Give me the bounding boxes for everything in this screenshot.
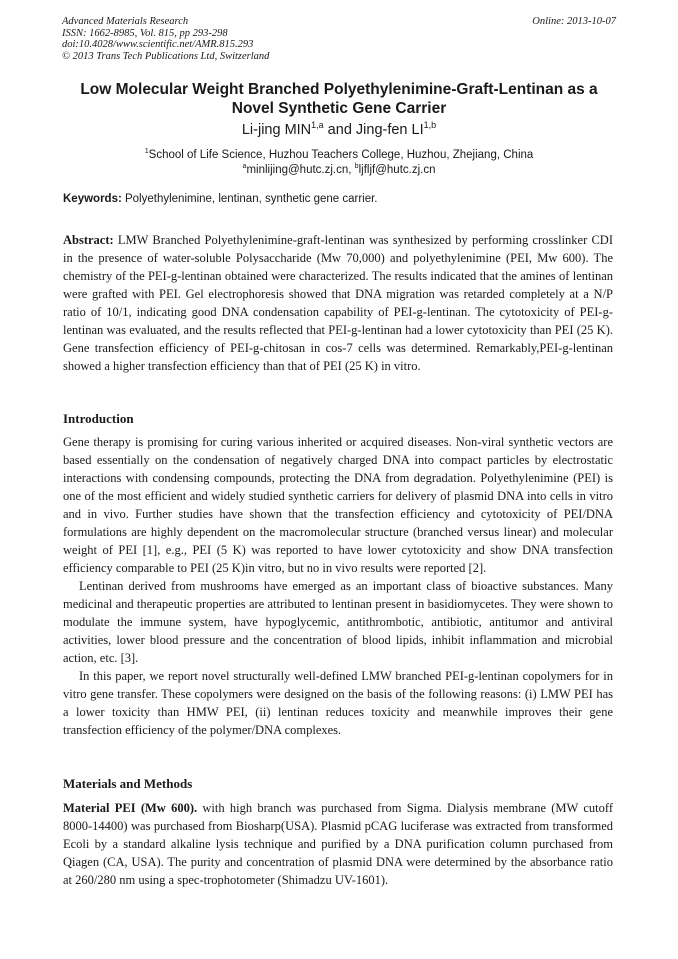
author-separator: and xyxy=(323,122,356,138)
keywords-section xyxy=(63,192,623,207)
journal-name: Advanced Materials Research xyxy=(62,16,189,27)
author-name: Li-jing MIN xyxy=(241,122,312,138)
material-text: with high branch was purchased from Sigma. Dialysis membrane (MW cutoff 8000-14400) was purchased from Biosharp(USA). Plasmid pCAG luciferase was extracted from transformed Ecoli by a standard alkaline lysis technique and purified by a DNA purification column purchased from Qiagen (CA, USA). The purity and concentration of plasmid DNA were determined by the absorbance ratio at 260/280 nm using a spec-trophotometer (Shimadzu UV-1601). xyxy=(63,801,613,887)
doi-line: doi:10.4028/www.scientific.net/AMR.815.293 xyxy=(62,39,254,50)
author-list xyxy=(40,121,638,139)
abstract-label: Abstract: xyxy=(63,233,114,247)
section-heading-materials-methods: Materials and Methods xyxy=(63,776,193,791)
affiliation-block xyxy=(40,148,638,178)
journal-header xyxy=(62,16,616,62)
issn-line: ISSN: 1662-8985, Vol. 815, pp 293-298 xyxy=(62,27,228,39)
paragraph: Lentinan derived from mushrooms have emerged as an important class of bioactive substances. Many medicinal and therapeutic properties are attributed to lentinan present in basidiomycetes. They were shown to modulate the immune system, have hypoglycemic, antithrombotic, antibiotic, antitumor and antiviral activities, lower blood pressure and the concentration of blood lipids, inhibit inflammation and microbial action, etc. [3]. xyxy=(63,579,613,665)
online-date: Online: 2013-10-07 xyxy=(532,16,616,27)
email-superscript: a xyxy=(242,162,247,171)
title-line-2: Novel Synthetic Gene Carrier xyxy=(231,100,447,117)
keywords-text: Polyethylenimine, lentinan, synthetic gene carrier. xyxy=(121,193,378,205)
affiliation-text: School of Life Science, Huzhou Teachers College, Huzhou, Zhejiang, China xyxy=(148,149,534,161)
email-line xyxy=(40,163,638,178)
copyright-line: © 2013 Trans Tech Publications Ltd, Switzerland xyxy=(62,50,270,62)
author-name: Jing-fen LI xyxy=(355,122,424,138)
section-heading-introduction: Introduction xyxy=(63,411,134,426)
affiliation-superscript: 1 xyxy=(144,147,149,156)
materials-methods-section xyxy=(63,799,613,889)
title-line-1: Low Molecular Weight Branched Polyethylenimine-Graft-Lentinan as a xyxy=(80,81,598,98)
author-superscript: 1,a xyxy=(311,120,324,131)
introduction-section xyxy=(63,433,613,739)
keywords-label: Keywords: xyxy=(63,193,122,205)
email-text: ljfljf@hutc.zj.cn xyxy=(358,164,436,176)
abstract-text: LMW Branched Polyethylenimine-graft-lentinan was synthesized by performing crosslinker CDI in the presence of water-soluble Polysaccharide (Mw 70,000) and polyethylenimine (PEI, Mw 600). The chemistry of the PEI-g-lentinan obtained were characterized. The results indicated that the amines of lentinan were grafted with PEI. Gel electrophoresis showed that DNA migration was retarded completely at a N/P ratio of 10/1, indicating good DNA condensation capability of PEI-g-lentinan. The cytotoxicity of PEI-g-lentinan was evaluated, and the results reflected that PEI-g-lentinan had a lower cytotoxicity than PEI (25 K). Gene transfection efficiency of PEI-g-chitosan in cos-7 cells was determined. Remarkably,PEI-g-lentinan showed a higher transfection efficiency than that of PEI (25 K) in vitro. xyxy=(63,233,613,373)
affiliation xyxy=(40,148,638,163)
material-label: Material PEI (Mw 600). xyxy=(63,801,198,815)
email-superscript: b xyxy=(354,162,359,171)
email-text: minlijing@hutc.zj.cn, xyxy=(246,164,355,176)
paragraph: Gene therapy is promising for curing various inherited or acquired diseases. Non-viral synthetic vectors are based essentially on the condensation of negatively charged DNA into compact particles by electrostatic interactions with condensing compounds, protecting the DNA from degradation. Polyethylenimine (PEI) is one of the most efficient and widely studied synthetic carriers for delivery of plasmid DNA into cells in vitro and in vivo. Further studies have shown that the transfection efficiency and cytotoxicity of PEI/DNA formulations are highly dependent on the macromolecular structure (branched versus linear) and molecular weight of PEI [1], e.g., PEI (5 K) was reported to have lower cytotoxicity and show DNA transfection efficiency comparable to PEI (25 K)in vitro, but no in vivo results were reported [2]. xyxy=(63,435,613,575)
paragraph: In this paper, we report novel structurally well-defined LMW branched PEI-g-lentinan copolymers for in vitro gene transfer. These copolymers were designed on the basis of the following reasons: (i) LMW PEI has a lower toxicity than HMW PEI, (ii) lentinan reduces toxicity and meanwhile improves their gene transfection efficiency of the polymer/DNA complexes. xyxy=(63,669,613,737)
paper-title xyxy=(40,80,638,118)
abstract-section xyxy=(63,231,613,375)
author-superscript: 1,b xyxy=(423,120,437,131)
